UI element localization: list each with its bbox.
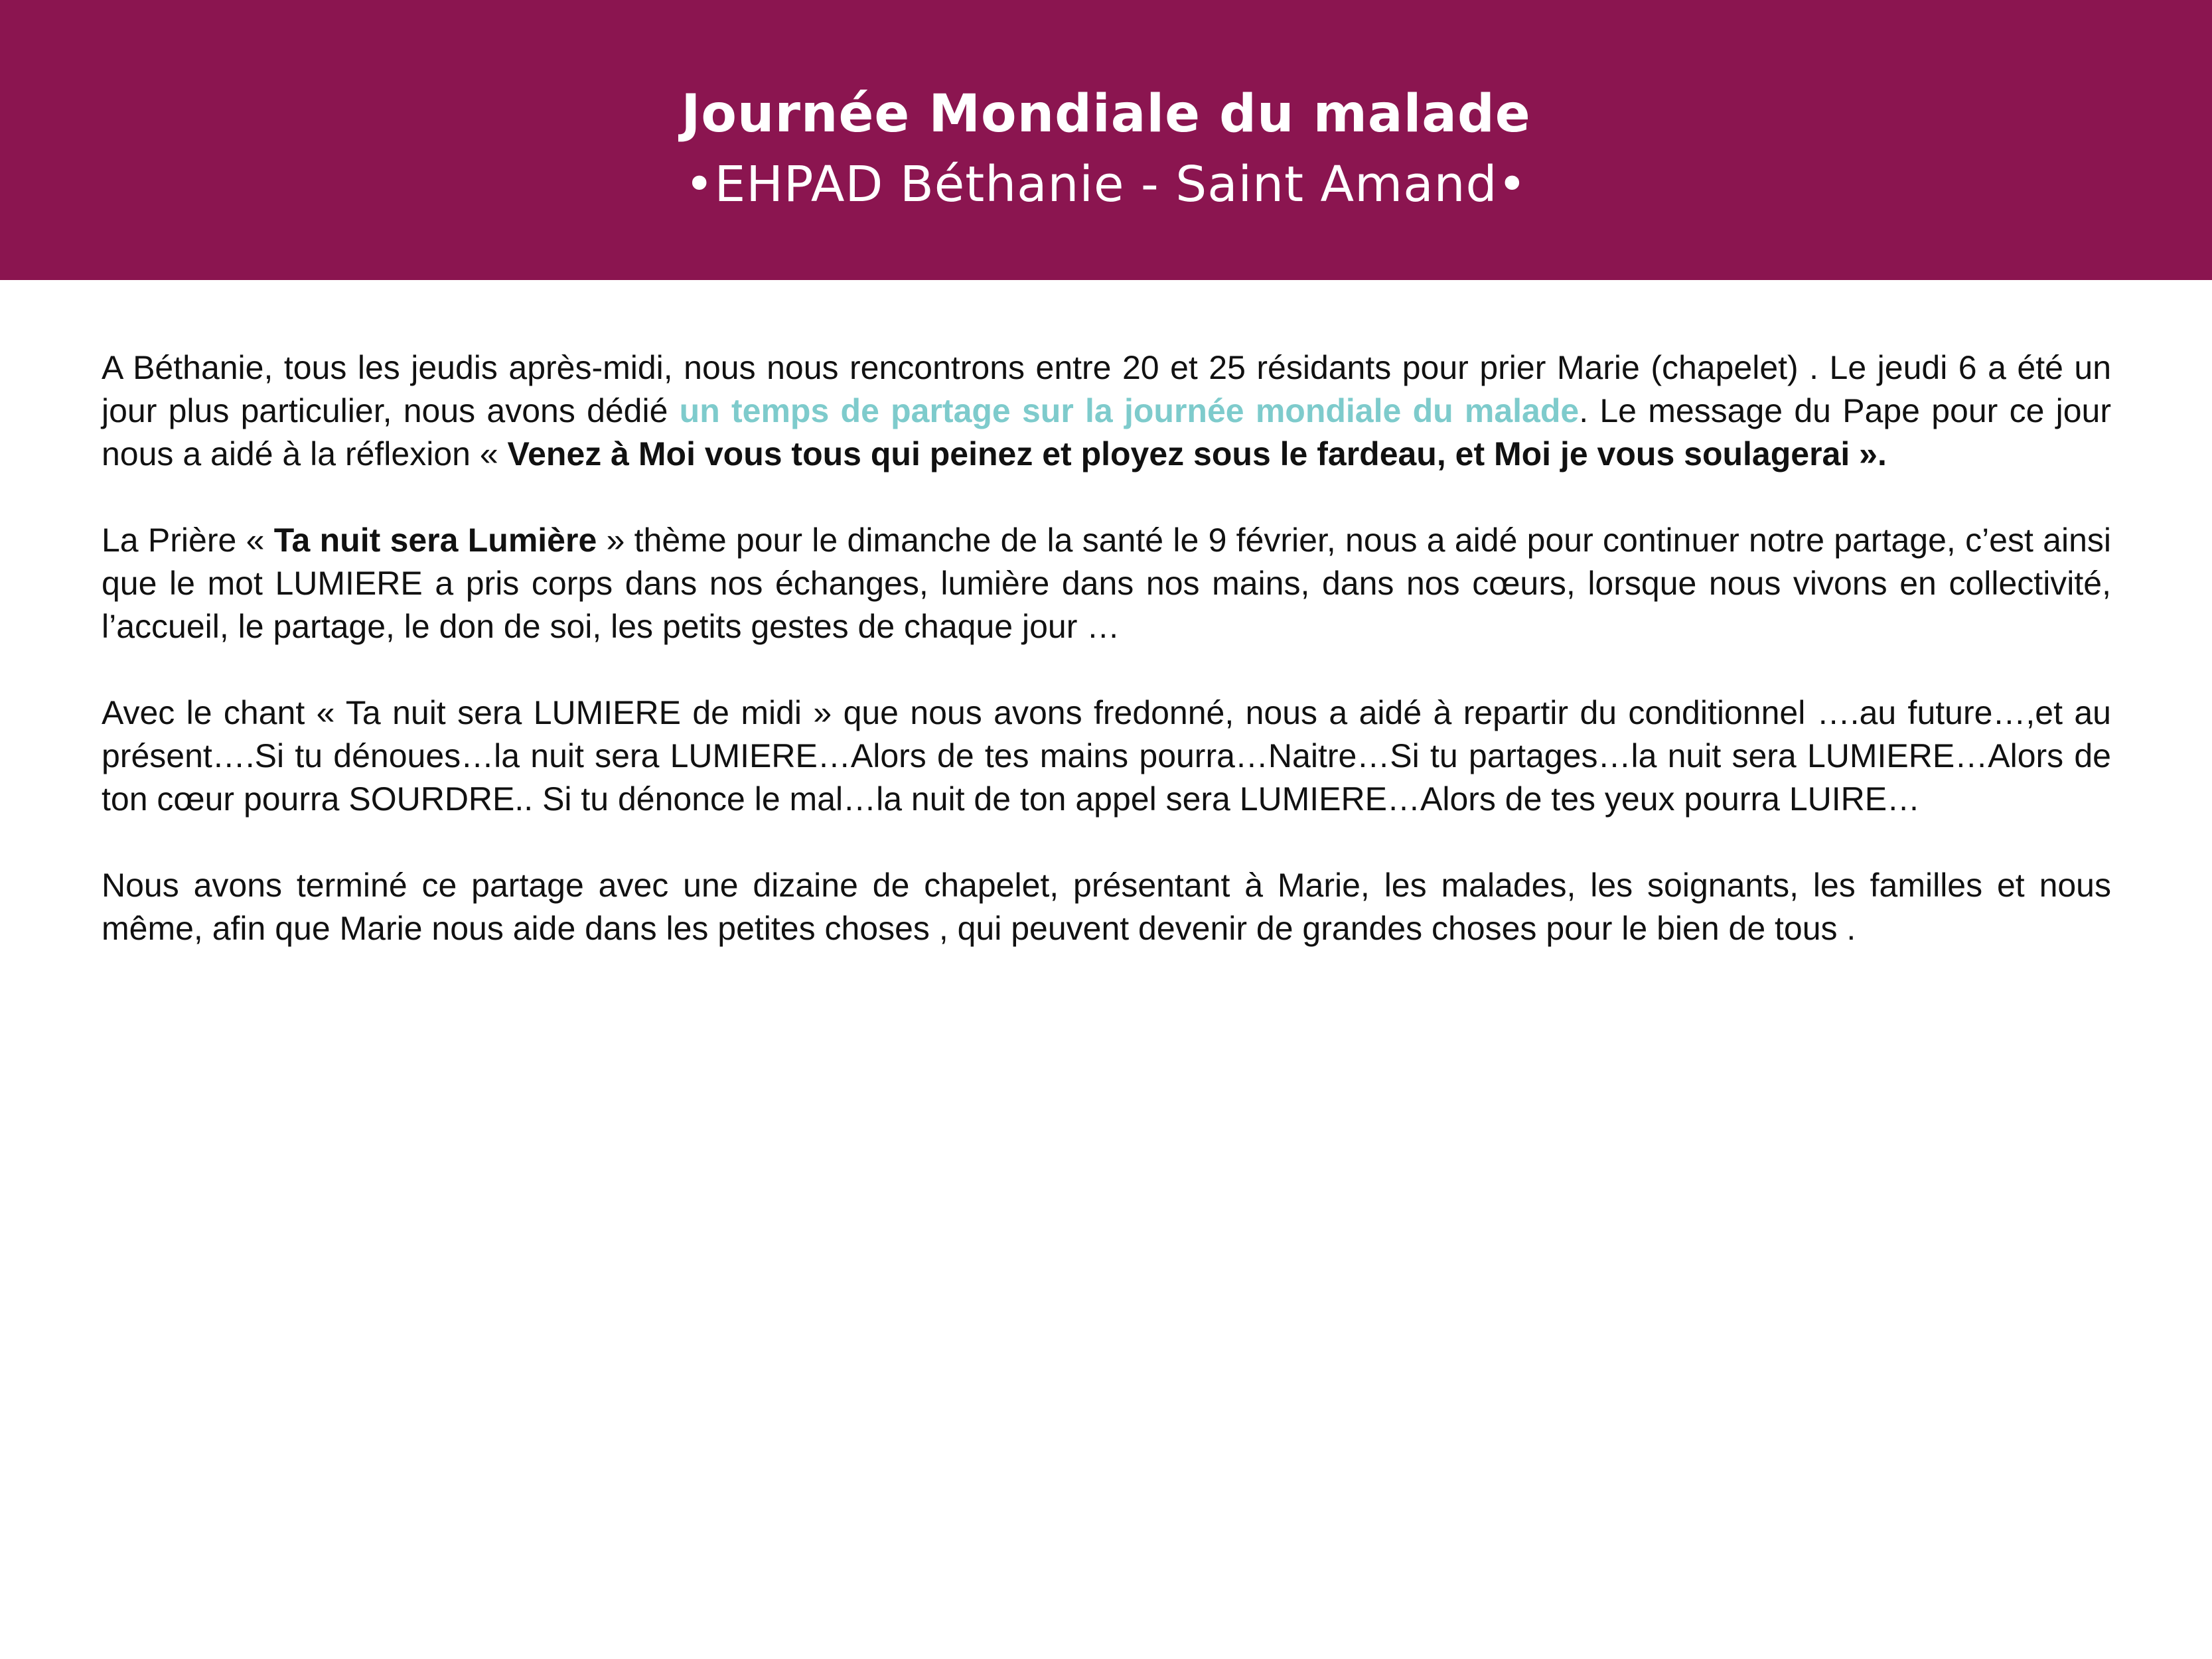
paragraph-1: [102, 346, 2111, 476]
page-title: Journée Mondiale du malade: [681, 84, 1531, 144]
article-body: [102, 346, 2111, 993]
header-banner: [0, 0, 2212, 280]
paragraph-1-text-c: ».: [1850, 435, 1887, 472]
paragraph-2-text-b: » thème pour le dimanche de la santé le 9 février, nous a aidé pour continuer notre partage, c’est ainsi que le mot LUMIERE a pris corps dans nos échanges, lumière dans nos mains, dans nos cœurs, lorsque nous vivons en collectivité, l’accueil, le partage, le don de soi, les petits gestes de chaque jour …: [102, 522, 2112, 645]
paragraph-2: [102, 519, 2111, 648]
paragraph-1-text-b: . Le message du Pape pour ce jour nous a aidé à la réflexion «: [102, 392, 2111, 472]
paragraph-3: Avec le chant « Ta nuit sera LUMIERE de midi » que nous avons fredonné, nous a aidé à repartir du conditionnel ….au future…,et au présent….Si tu dénoues…la nuit sera LUMIERE…Alors de tes mains pourra…Naitre…Si tu partages…la nuit sera LUMIERE…Alors de ton cœur pourra SOURDRE.. Si tu dénonce le mal…la nuit de ton appel sera LUMIERE…Alors de tes yeux pourra LUIRE…: [102, 694, 2111, 818]
paragraph-1-text-a: A Béthanie, tous les jeudis après-midi, nous nous rencontrons entre 20 et 25 résidants pour prier Marie (chapelet) . Le jeudi 6 a été un jour plus particulier, nous avons dédié: [102, 349, 2111, 429]
highlight-link-text: un temps de partage sur la journée mondiale du malade: [679, 392, 1580, 429]
prayer-title: Ta nuit sera Lumière: [273, 522, 597, 559]
paragraph-2-text-a: La Prière «: [102, 522, 274, 559]
page-subtitle: •EHPAD Béthanie - Saint Amand•: [684, 156, 1528, 213]
pope-quote: Venez à Moi vous tous qui peinez et ployez sous le fardeau, et Moi je vous soulagerai: [507, 435, 1850, 472]
paragraph-4: Nous avons terminé ce partage avec une dizaine de chapelet, présentant à Marie, les malades, les soignants, les familles et nous même, afin que Marie nous aide dans les petites choses , qui peuvent devenir de grandes choses pour le bien de tous .: [102, 867, 2111, 947]
